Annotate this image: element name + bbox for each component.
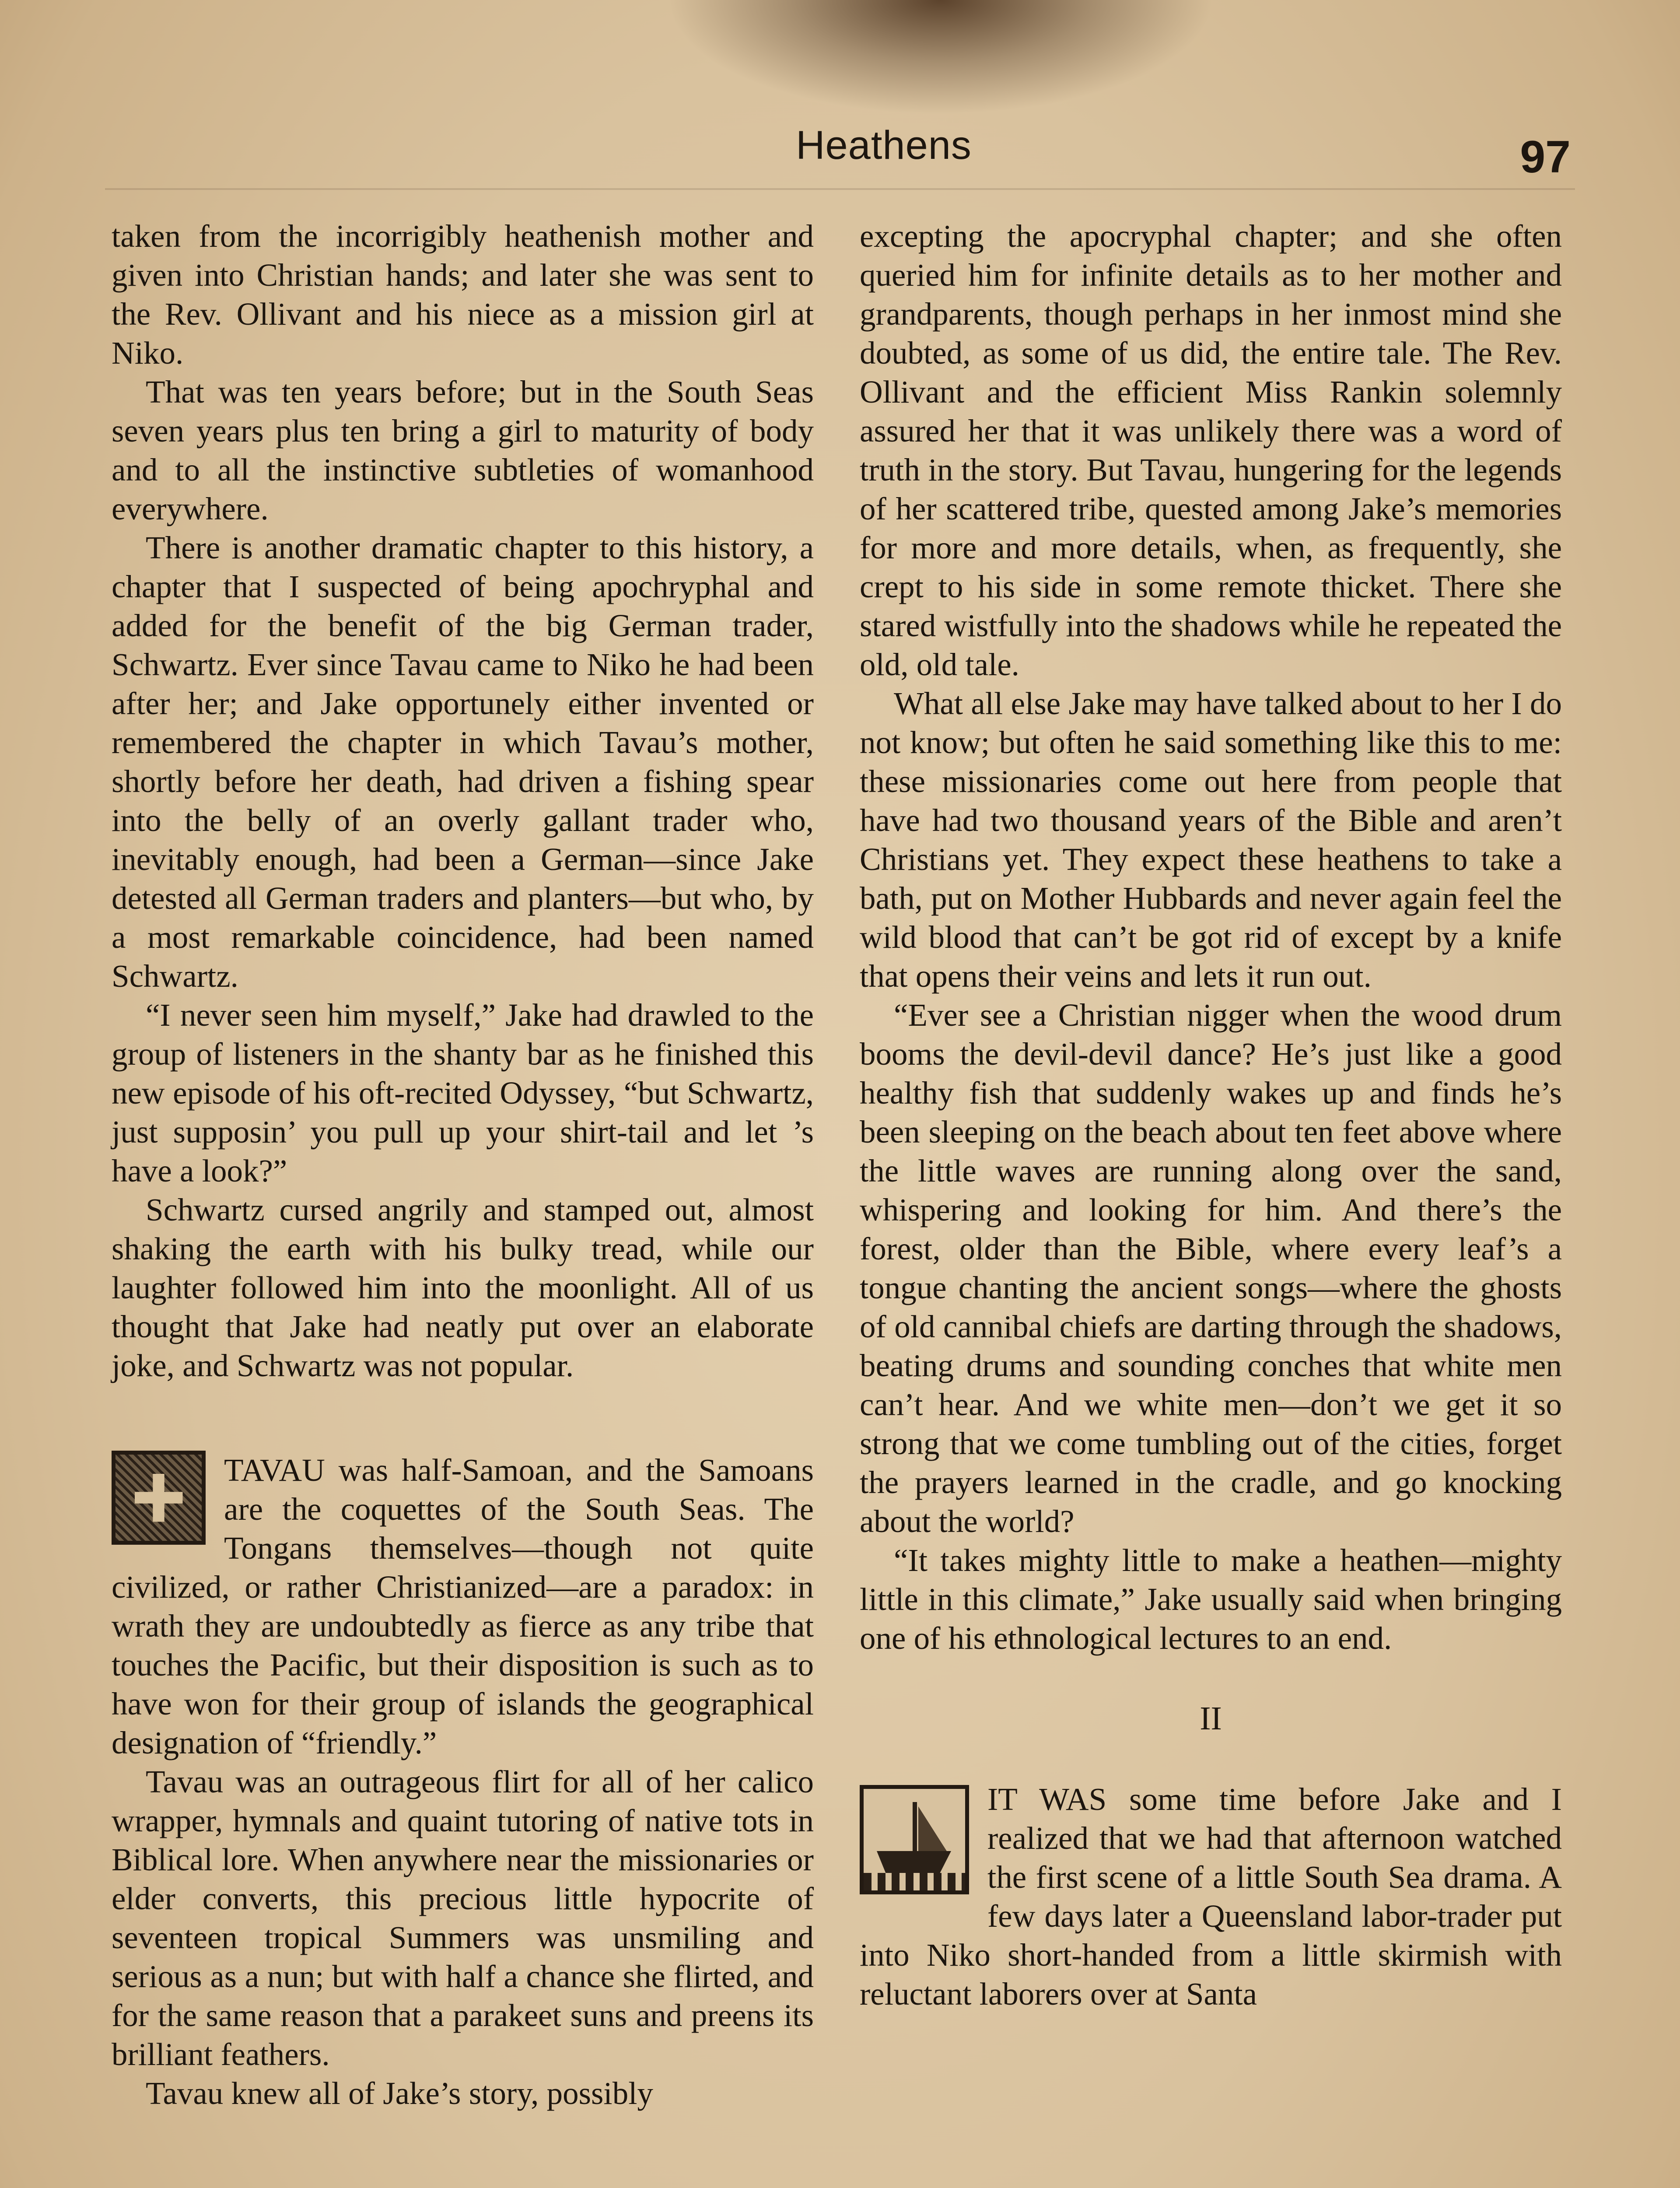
paragraph: excepting the apocryphal chapter; and she often queried him for infinite details as to her mother and grandparents, though perhaps in her inmost mind she doubted, as some of us did, the entire tale. The Rev. Ollivant and the efficient Miss Rankin solemnly assured her that it was unlikely there was a word of truth in the story. But Tavau, hungering for the legends of her scattered tribe, quested among Jake’s memories for more and more details, when, as frequently, she crept to his side in some remote thicket. There she stared wistfully into the shadows while he repeated the old, old tale. bbox=[860, 218, 1562, 682]
section-heading: II bbox=[1200, 1700, 1222, 1737]
paragraph: “It takes mighty little to make a heathen—mighty little in this climate,” Jake usually said when bringing one of his ethnological lectures to an end. bbox=[860, 1543, 1562, 1656]
ship-hull-icon bbox=[877, 1851, 951, 1873]
paragraph: Tavau was an outrageous flirt for all of her calico wrapper, hymnals and quaint tutoring of native tots in Biblical lore. When anywhere near the missionaries or elder converts, this precious little hypocrite of seventeen tropical Summers was unsmiling and serious as a nun; but with half a chance she flirted, and for the same reason that a parakeet suns and preens its brilliant feathers. bbox=[112, 1764, 814, 2072]
page-number: 97 bbox=[1520, 132, 1571, 182]
paragraph: There is another dramatic chapter to this history, a chapter that I suspected of being apochryphal and added for the benefit of the big German trader, Schwartz. Ever since Tavau came to Niko he had been after her; and Jake opportunely either invented or remembered the chapter in which Tavau’s mother, shortly before her death, had driven a fishing spear into the belly of an overly gallant trader who, inevitably enough, had been a German—since Jake detested all German traders and planters—but who, by a most remarkable coincidence, had been named Schwartz. bbox=[112, 530, 814, 994]
header-divider bbox=[105, 188, 1575, 190]
sailing-ship-drop-cap-icon bbox=[860, 1785, 969, 1894]
ornamental-cross-drop-cap-icon bbox=[112, 1451, 206, 1545]
left-text-column bbox=[112, 217, 814, 2113]
paragraph: Schwartz cursed angrily and stamped out, almost shaking the earth with his bulky tread, while our laughter followed him into the moonlight. All of us thought that Jake had neatly put over an elaborate joke, and Schwartz was not popular. bbox=[112, 1192, 814, 1383]
waves-icon bbox=[864, 1873, 965, 1890]
paragraph: That was ten years before; but in the South Seas seven years plus ten bring a girl to maturity of body and to all the instinctive subtleties of womanhood everywhere. bbox=[112, 374, 814, 526]
section-opening-paragraph: TAVAU was half-Samoan, and the Samoans are the coquettes of the South Seas. The Tongans themselves—though not quite civilized, or rather Christianized—are a paradox: in wrath they are undoubtedly as fierce as any tribe that touches the Pacific, but their disposition is such as to have won for their group of islands the geographical designation of “friendly.” bbox=[112, 1452, 814, 1760]
running-head-title: Heathens bbox=[796, 123, 972, 168]
paragraph: “I never seen him myself,” Jake had drawled to the group of listeners in the shanty bar as he finished this new episode of his oft-recited Odyssey, “but Schwartz, just supposin’ you pull up your shirt-tail and let ’s have a look?” bbox=[112, 997, 814, 1189]
right-text-column bbox=[860, 217, 1562, 2013]
paragraph: taken from the incorrigibly heathenish mother and given into Christian hands; and later she was sent to the Rev. Ollivant and his niece as a mission girl at Niko. bbox=[112, 218, 814, 371]
section-opening-paragraph: IT WAS some time before Jake and I realized that we had that afternoon watched the first scene of a little South Sea drama. A few days later a Queensland labor-trader put into Niko short-handed from a little skirmish with reluctant laborers over at Santa bbox=[860, 1781, 1562, 2012]
paragraph: What all else Jake may have talked about to her I do not know; but often he said something like this to me: these missionaries come out here from people that have had two thousand years of the Bible and aren’t Christians yet. They expect these heathens to take a bath, put on Mother Hubbards and never again feel the wild blood that can’t be got rid of except by a knife that opens their veins and lets it run out. bbox=[860, 686, 1562, 994]
ship-sail-icon bbox=[918, 1806, 949, 1855]
cross-icon bbox=[135, 1474, 183, 1522]
paragraph: “Ever see a Christian nigger when the wood drum booms the devil-devil dance? He’s just like a good healthy fish that suddenly wakes up and finds he’s been sleeping on the beach about ten feet above where the little waves are running along over the sand, whispering and looking for him. And there’s the forest, older than the Bible, where every leaf’s a tongue chanting the ancient songs—where the ghosts of old cannibal chiefs are darting through the shadows, beating drums and sounding conches that white men can’t hear. And we white men—don’t we get it so strong that we come tumbling out of the cities, forget the prayers learned in the cradle, and go knocking about the world? bbox=[860, 997, 1562, 1539]
paragraph: Tavau knew all of Jake’s story, possibly bbox=[146, 2076, 653, 2111]
